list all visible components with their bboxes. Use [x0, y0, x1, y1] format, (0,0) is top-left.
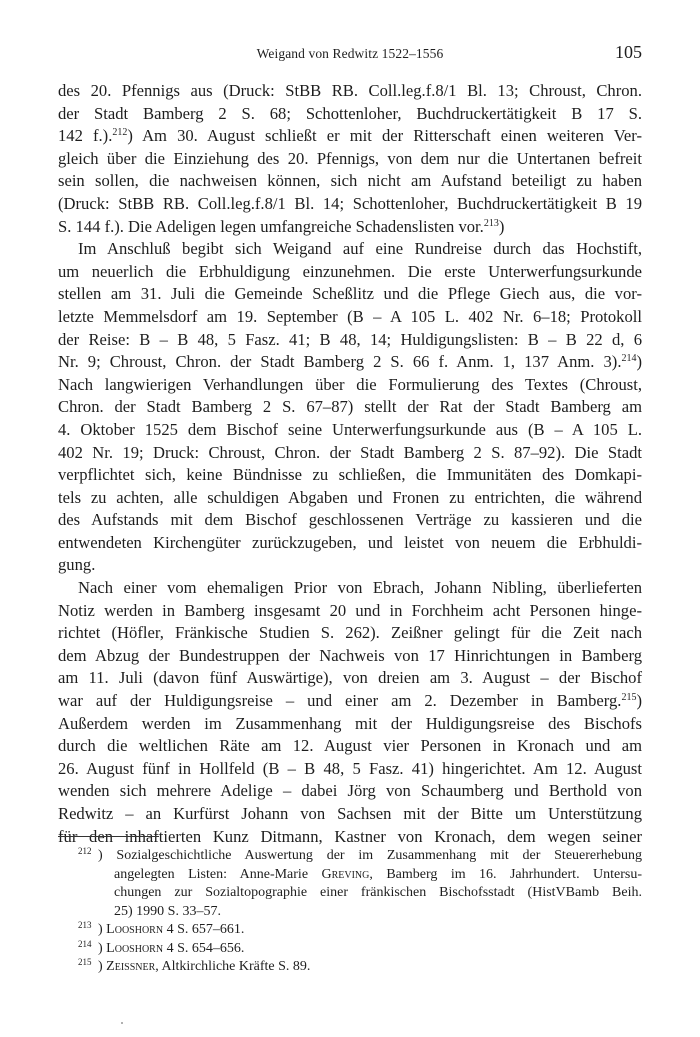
footnote-ref: 212 [112, 127, 128, 139]
footnote-number-text: 212 [78, 846, 92, 856]
text-line: des 20. Pfennigs aus (Druck: StBB RB. Coll.leg.f.8/1 Bl. 13; Chroust, Chron. [58, 81, 642, 100]
text-line: Notiz werden in Bamberg insgesamt 20 und in Forchheim acht Personen hinge- [58, 600, 642, 620]
text-span: ) [636, 691, 642, 711]
text-line: Nach einer vom ehemaligen Prior von Ebrach, Johann Nibling, überlieferten [78, 578, 642, 598]
text-span: Nr. 9; Chroust, Chron. der Stadt Bamberg 2 S. 66 f. Anm. 1, 137 Anm. 3). [58, 352, 622, 372]
text-span: 142 f.). [58, 126, 113, 146]
text-line: gleich über die Einziehung des 20. Pfennigs, von dem nur die Untertanen befreit [58, 148, 642, 168]
footnote-number [58, 958, 98, 977]
footnote-number [58, 921, 98, 940]
footnotes [58, 847, 642, 977]
footnote-214 [58, 940, 642, 959]
text-line: Redwitz – an Kurfürst Johann von Sachsen mit der Bitte um Unterstützung [58, 804, 642, 823]
text-line: gung. [58, 555, 96, 575]
text-line: Nach langwierigen Verhandlungen über die Formulierung des Textes (Chroust, [58, 374, 642, 394]
text-span: ) Am 30. August schließt er mit der Ritterschaft einen weiteren Ver- [127, 126, 643, 146]
footnote-number-text: 213 [78, 920, 92, 930]
author-name: Looshorn [106, 922, 164, 937]
footnote-ref: 213 [483, 217, 499, 229]
text-line: für den inhaftierten Kunz Ditmann, Kastner von Kronach, dem wegen seiner [58, 826, 642, 846]
text-line: um neuerlich die Erbhuldigung einzunehmen. Die erste Unterwerfungsurkunde [58, 261, 642, 281]
text-span: ) [98, 959, 107, 974]
text-line [58, 216, 642, 239]
body-text [58, 80, 642, 848]
text-line: sein sollen, die nachweisen können, sich nicht am Aufstand beteiligt zu haben [58, 171, 642, 191]
footnote-ref: 215 [621, 692, 637, 704]
text-line: stellen am 31. Juli die Gemeinde Scheßlitz und die Pflege Giech aus, die vor- [58, 284, 642, 304]
text-span: , Altkirchliche Kräfte S. 89. [155, 959, 311, 974]
footnote-number-text: 215 [78, 957, 92, 967]
author-name: Greving [321, 866, 370, 882]
text-line: entwendeten Kirchengüter zurückzugeben, und leistet von neuem die Erbhuldi- [58, 532, 642, 552]
text-span: ) [636, 352, 642, 372]
page-number: 105 [615, 42, 642, 62]
text-line: letzte Memmelsdorf am 19. September (B – A 105 L. 402 Nr. 6–18; Protokoll [58, 306, 642, 326]
footnote-213 [58, 921, 642, 940]
text-line: der Reise: B – B 48, 5 Fasz. 41; B 48, 14; Huldigungslisten: B – B 22 d, 6 [58, 329, 642, 349]
text-line: Außerdem werden im Zusammenhang mit der Huldigungsreise des Bischofs [58, 713, 642, 733]
text-line [58, 125, 642, 148]
text-span: ) [98, 922, 107, 937]
footnote-text-line: 25) 1990 S. 33–57. [114, 903, 221, 919]
text-span: angelegten Listen: Anne-Marie [114, 866, 322, 882]
footnote-text-line: chungen zur Sozialtopographie einer fränkischen Bischofsstadt (HistVBamb Beih. [114, 885, 642, 900]
text-line: Im Anschluß begibt sich Weigand auf eine Rundreise durch das Hochstift, [78, 239, 642, 259]
footnote-number [58, 940, 98, 959]
text-span: ) [98, 940, 107, 956]
author-name: Looshorn [106, 940, 164, 956]
footnote-number [58, 847, 98, 866]
running-head [58, 40, 642, 64]
text-line: 402 Nr. 19; Druck: Chroust, Chron. der Stadt Bamberg 2 S. 87–92). Die Stadt [58, 442, 642, 462]
text-line: 26. August fünf in Hollfeld (B – B 48, 5 Fasz. 41) hingerichtet. Am 12. August [58, 758, 642, 778]
footnote-separator [58, 836, 159, 837]
text-span: ) [498, 216, 505, 236]
text-span: war auf der Huldigungsreise – und einer am 2. Dezember in Bamberg. [58, 691, 622, 711]
text-line: durch die weltlichen Räte am 12. August vier Personen in Kronach und am [58, 736, 642, 756]
text-line: 4. Oktober 1525 dem Bischof seine Unterwerfungsurkunde aus (B – A 105 L. [58, 419, 642, 439]
text-line: tels zu achten, alle schuldigen Abgaben und Fronen zu entrichten, die während [58, 487, 642, 507]
running-title: Weigand von Redwitz 1522–1556 [256, 46, 444, 61]
text-line: verpflichtet sich, keine Bündnisse zu schließen, die Immunitäten des Domkapi- [58, 465, 642, 485]
text-line: Chron. der Stadt Bamberg 2 S. 67–87) stellt der Rat der Stadt Bamberg am [58, 397, 642, 417]
footnote-text: ) Sozialgeschichtliche Auswertung der im Zusammenhang mit der Steuererhebung [98, 848, 642, 863]
text-line [58, 690, 642, 713]
text-line: wenden sich mehrere Adelige – dabei Jörg von Schaumberg und Berthold von [58, 781, 642, 801]
text-line: (Druck: StBB RB. Coll.leg.f.8/1 Bl. 14; Schottenloher, Buchdruckertätigkeit B 19 [58, 193, 642, 213]
text-line: am 11. Juli (davon fünf Auswärtige), von dreien am 3. August – der Bischof [58, 668, 642, 688]
footnote-212 [58, 847, 642, 866]
text-line: richtet (Höfler, Fränkische Studien S. 262). Zeißner gelingt für die Zeit nach [58, 623, 642, 643]
text-line: dem Abzug der Bundestruppen der Nachweis von 17 Hinrichtungen in Bamberg [58, 645, 642, 665]
text-span: 4 S. 654–656. [163, 940, 245, 956]
footnote-ref: 214 [621, 353, 637, 365]
text-span: S. 144 f.). Die Adeligen legen umfangreiche Schadenslisten vor. [58, 216, 484, 236]
scan-speck [121, 1022, 123, 1024]
footnote-text-line [58, 866, 642, 885]
author-name: Zeissner [106, 959, 156, 974]
text-span: 4 S. 657–661. [163, 922, 245, 937]
footnote-number-text: 214 [78, 938, 92, 949]
text-line: der Stadt Bamberg 2 S. 68; Schottenloher, Buchdruckertätigkeit B 17 S. [58, 103, 642, 123]
text-line [58, 351, 642, 374]
text-line: des Aufstands mit dem Bischof geschlossenen Verträge zu kassieren und die [58, 510, 642, 530]
text-span: , Bamberg im 16. Jahrhundert. Untersu- [369, 866, 642, 882]
footnote-215 [58, 958, 642, 977]
